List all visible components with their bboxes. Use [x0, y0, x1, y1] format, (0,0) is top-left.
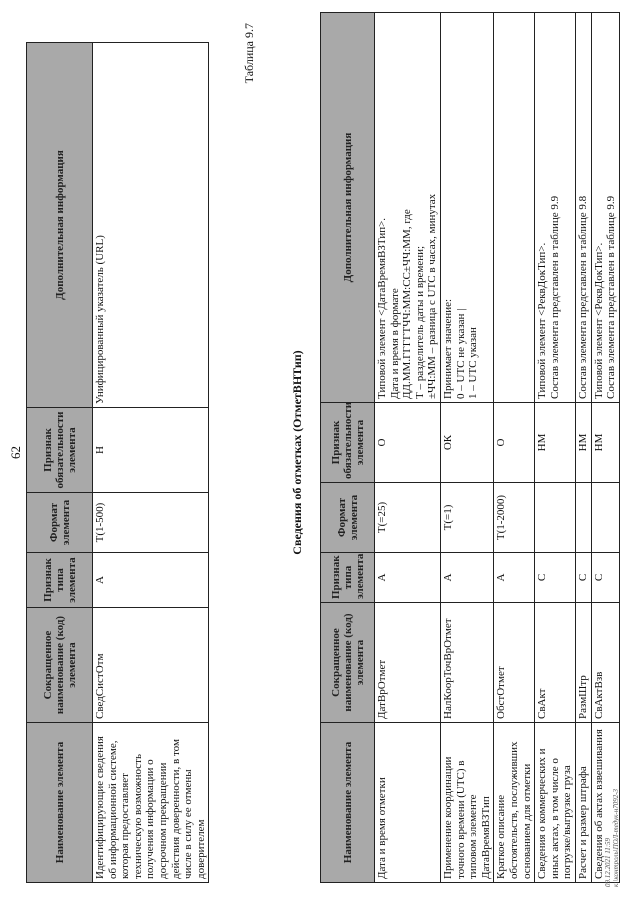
cell-type: А	[440, 553, 493, 603]
info-line: Состав элемента представлен в таблице 9.9	[605, 195, 618, 399]
cell-info	[535, 13, 576, 403]
table-row	[535, 13, 576, 883]
cell-code: СвАкт	[535, 603, 576, 723]
cell-type: А	[375, 553, 441, 603]
table-row	[575, 13, 591, 883]
cell-required: О	[494, 403, 535, 483]
cell-code: ДатВрОтмет	[375, 603, 441, 723]
cell-format	[535, 483, 576, 553]
table-row	[494, 13, 535, 883]
header-cell: Сокращенное наименование (код) элемента	[321, 603, 375, 723]
table-title: Сведения об отметках (ОтметВНТип)	[290, 350, 304, 555]
cell-format: T(1-2000)	[494, 483, 535, 553]
header-cell: Признак типа элемента	[321, 553, 375, 603]
info-line: Дата и время в формате	[388, 288, 401, 399]
header-cell: Наименование элемента	[321, 723, 375, 883]
cell-type: С	[591, 553, 619, 603]
cell-required: НМ	[591, 403, 619, 483]
stamp-line: 09.12.2021 11:59	[604, 837, 612, 887]
cell-info	[591, 13, 619, 403]
header-cell: Наименование элемента	[27, 723, 93, 883]
info-line: Принимает значение:	[441, 298, 454, 399]
cell-type: С	[575, 553, 591, 603]
header-cell: Признак обязательности элемента	[321, 403, 375, 483]
marks-table	[320, 12, 620, 883]
header-cell: Сокращенное наименование (код) элемента	[27, 608, 93, 723]
cell-format: T(1-500)	[93, 493, 209, 553]
cell-type: С	[535, 553, 576, 603]
print-stamp	[604, 747, 620, 887]
cell-info	[375, 13, 441, 403]
cell-name: Дата и время отметки	[375, 723, 441, 883]
info-line: 1 – UTC указан	[467, 327, 480, 399]
info-line: Состав элемента представлен в таблице 9.8	[576, 195, 589, 399]
cell-name: Идентифицирующие сведения об информационной системе, которая предоставляет техническую возможность получения информации о досрочном прекращении действия доверенности, в том числе в силу ее отмены доверителем	[93, 723, 209, 883]
cell-name: Сведения о коммерческих и иных актах, в том числе о погрузке/выгрузке груза	[535, 723, 576, 883]
cell-required: О	[375, 403, 441, 483]
cell-info: Унифицированный указатель (URL)	[93, 43, 209, 408]
table-header-row	[27, 43, 93, 883]
table-row	[375, 13, 441, 883]
cell-required: НМ	[535, 403, 576, 483]
cell-code: СведСистОтм	[93, 608, 209, 723]
info-line: Типовой элемент <РеквДокТип>.	[592, 242, 605, 399]
cell-format: T(=25)	[375, 483, 441, 553]
info-line: Состав элемента представлен в таблице 9.9	[548, 195, 561, 399]
info-line: Т – разделитель даты и времени;	[413, 245, 426, 399]
info-line: Типовой элемент <ДатаВремяВЗТип>.	[376, 217, 388, 399]
header-cell: Признак обязательности элемента	[27, 408, 93, 493]
header-cell: Формат элемента	[27, 493, 93, 553]
cell-format: T(=1)	[440, 483, 493, 553]
cell-format	[591, 483, 619, 553]
continued-table	[26, 42, 209, 883]
cell-code: СвАктВзв	[591, 603, 619, 723]
table-number: Таблица 9.7	[242, 23, 256, 84]
marks-table-body	[375, 13, 620, 883]
header-cell: Признак типа элемента	[27, 553, 93, 608]
cell-name: Расчет и размер штрафа	[575, 723, 591, 883]
info-line: ±ЧЧ:ММ – разница с UTC в часах, минутах	[426, 193, 439, 399]
cell-name: Применение координации точного времени (UTC) в типовом элементе ДатаВремяВЗТип	[440, 723, 493, 883]
header-cell: Дополнительная информация	[27, 43, 93, 408]
cell-format	[575, 483, 591, 553]
page-number: 62	[8, 446, 23, 459]
header-cell: Дополнительная информация	[321, 13, 375, 403]
cell-code: РазмШтр	[575, 603, 591, 723]
cell-required: Н	[93, 408, 209, 493]
table-row	[93, 43, 209, 883]
stamp-line: к:\контроль\ПОЛ-тедук-н7092-3	[612, 788, 620, 887]
cell-code: НалКоорТочВрОтмет	[440, 603, 493, 723]
cell-info	[494, 13, 535, 403]
info-line: ДД.ММ.ГГГГТЧЧ:ММ:СС±ЧЧ:ММ, где	[401, 209, 414, 399]
info-line: Типовой элемент <РеквДокТип>.	[536, 242, 549, 399]
table-header-row	[321, 13, 375, 883]
cell-info	[440, 13, 493, 403]
cell-name: Краткое описание обстоятельств, послуживших основанием для отметки	[494, 723, 535, 883]
cell-type: А	[494, 553, 535, 603]
cell-required: НМ	[575, 403, 591, 483]
cell-info	[575, 13, 591, 403]
info-line: 0 – UTC не указан |	[454, 308, 467, 399]
cell-required: ОК	[440, 403, 493, 483]
header-cell: Формат элемента	[321, 483, 375, 553]
cell-code: ОбстОтмет	[494, 603, 535, 723]
cell-type: А	[93, 553, 209, 608]
cell-name: Сведения об актах взвешивания	[591, 723, 619, 883]
table-row	[440, 13, 493, 883]
